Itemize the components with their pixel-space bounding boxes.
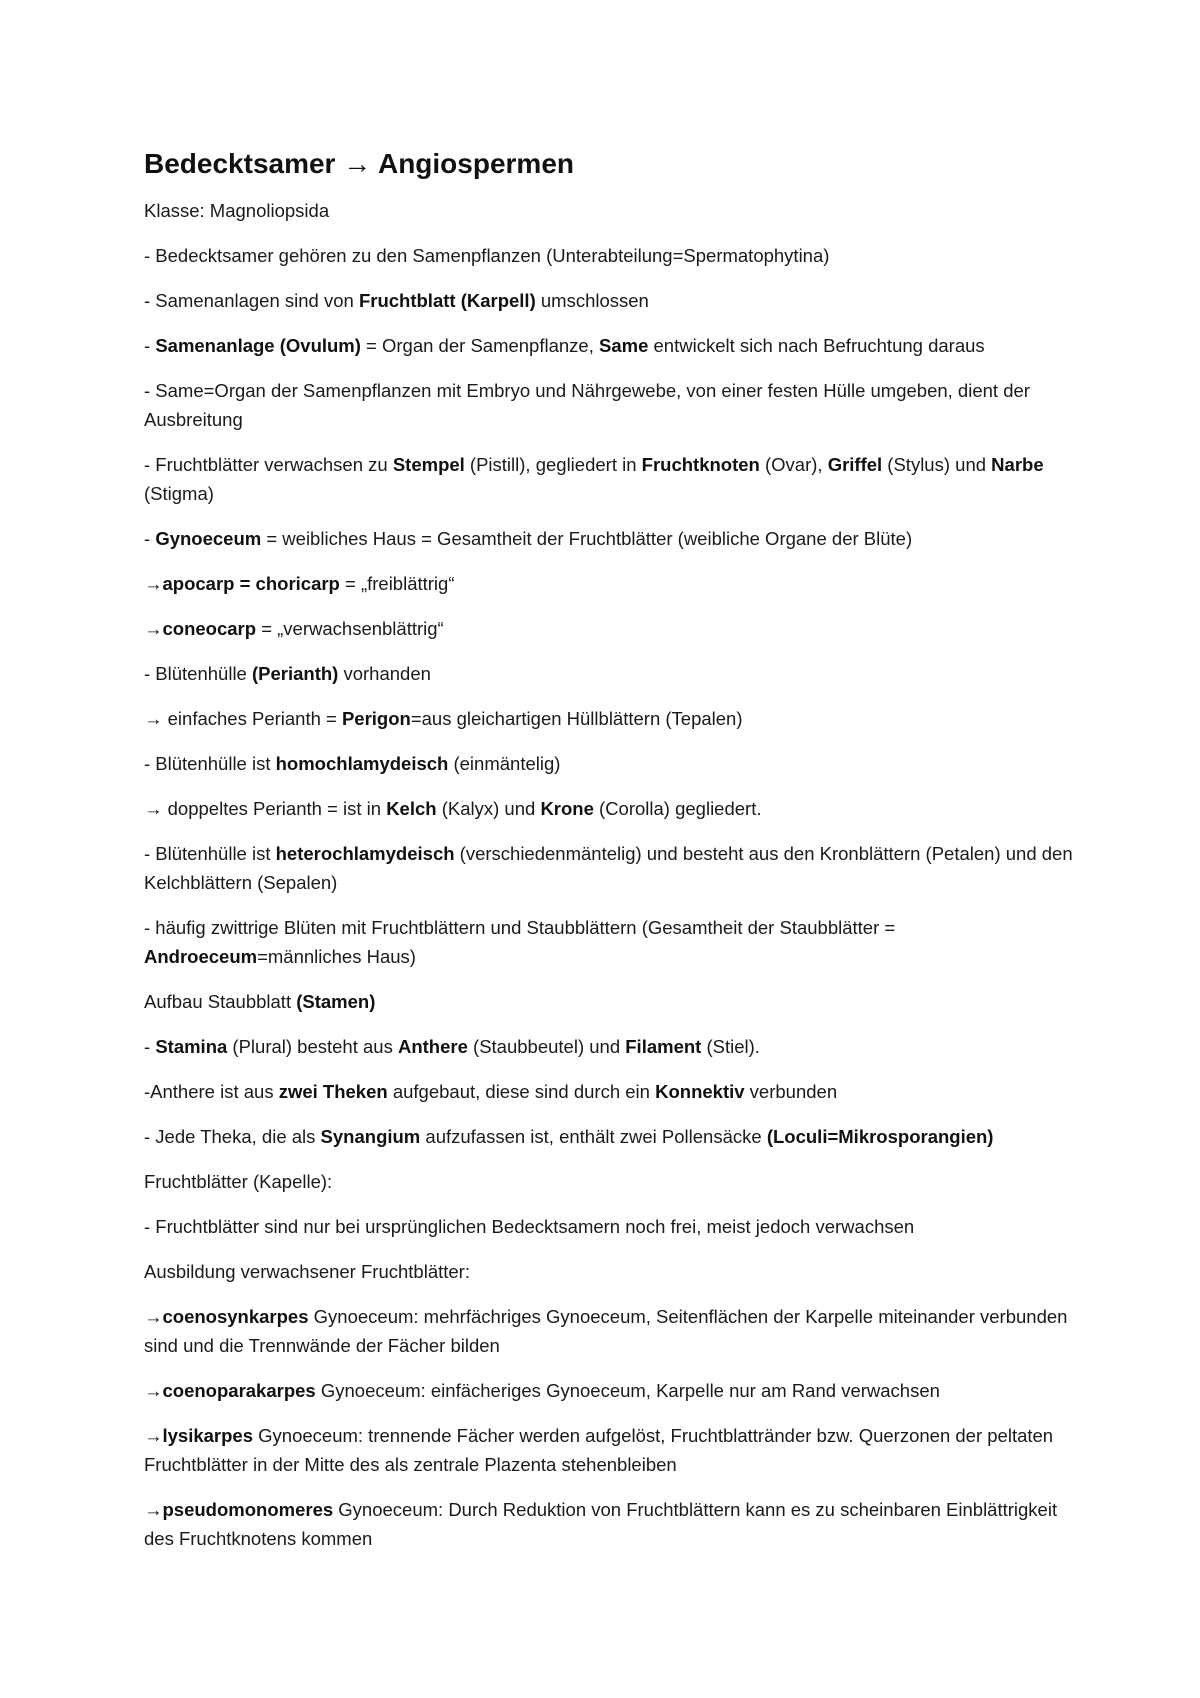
text-run: = Organ der Samenpflanze,: [360, 335, 599, 356]
paragraph: [144, 1122, 1074, 1151]
text-run: (Stigma): [144, 483, 214, 504]
paragraph: [144, 1421, 1074, 1479]
text-run: (Corolla) gegliedert.: [593, 798, 762, 819]
bold-term: (Perianth): [251, 663, 339, 684]
bold-term: (Stamen): [296, 991, 376, 1012]
bold-term: coneocarp: [162, 618, 257, 639]
bold-term: homochlamydeisch: [275, 753, 449, 774]
text-run: umschlossen: [535, 290, 649, 311]
paragraph: [144, 749, 1074, 778]
text-run: = „freiblättrig“: [339, 573, 455, 594]
paragraph: [144, 196, 1074, 225]
bold-term: Perigon: [341, 708, 411, 729]
text-run: = „verwachsenblättrig“: [256, 618, 444, 639]
paragraph: [144, 1212, 1074, 1241]
paragraph: [144, 1302, 1074, 1360]
text-run: = weibliches Haus = Gesamtheit der Fruchtblätter (weibliche Organe der Blüte): [261, 528, 913, 549]
text-run: (verschiedenmäntelig) und besteht aus den Kronblättern (Petalen) und den Kelchblättern (Sepalen): [144, 843, 1073, 893]
page-title: Bedecktsamer → Angiospermen: [144, 148, 574, 179]
text-run: (Pistill), gegliedert in: [464, 454, 642, 475]
bold-term: Kelch: [386, 798, 437, 819]
bold-term: Narbe: [991, 454, 1044, 475]
text-run: aufzufassen ist, enthält zwei Pollensäcke: [420, 1126, 767, 1147]
paragraph: [144, 1077, 1074, 1106]
text-run: =aus gleichartigen Hüllblättern (Tepalen): [410, 708, 743, 729]
paragraph: [144, 569, 1074, 598]
text-run: →: [144, 1499, 163, 1520]
bold-term: (Loculi=Mikrosporangien): [766, 1126, 994, 1147]
text-run: (Plural) besteht aus: [227, 1036, 398, 1057]
text-run: - Jede Theka, die als: [144, 1126, 321, 1147]
paragraph: [144, 839, 1074, 897]
text-run: →: [144, 573, 163, 594]
text-run: -: [144, 1036, 156, 1057]
bold-term: Krone: [540, 798, 594, 819]
paragraph: [144, 1376, 1074, 1405]
text-run: (Staubbeutel) und: [467, 1036, 626, 1057]
paragraph: [144, 659, 1074, 688]
text-run: Gynoeceum: mehrfächriges Gynoeceum, Seitenflächen der Karpelle miteinander verbunden sind und die Trennwände der Fächer bilden: [144, 1306, 1068, 1356]
text-run: Ausbildung verwachsener Fruchtblätter:: [144, 1261, 470, 1282]
text-run: Gynoeceum: Durch Reduktion von Fruchtblättern kann es zu scheinbaren Einblättrigkeit des Fruchtknotens kommen: [144, 1499, 1058, 1549]
paragraph: [144, 794, 1074, 823]
bold-term: Fruchtblatt (Karpell): [358, 290, 536, 311]
bold-term: Griffel: [827, 454, 883, 475]
text-run: (einmäntelig): [448, 753, 561, 774]
paragraph: [144, 286, 1074, 315]
text-run: (Ovar),: [759, 454, 828, 475]
text-run: - Blütenhülle: [144, 663, 252, 684]
text-run: - Blütenhülle ist: [144, 843, 276, 864]
bold-term: Filament: [625, 1036, 702, 1057]
paragraph: [144, 1257, 1074, 1286]
bold-term: heterochlamydeisch: [275, 843, 455, 864]
bold-term: Stempel: [392, 454, 465, 475]
paragraph: [144, 331, 1074, 360]
bold-term: Konnektiv: [655, 1081, 745, 1102]
paragraph-list: [144, 196, 1074, 1553]
bold-term: coenoparakarpes: [162, 1380, 316, 1401]
text-run: - Same=Organ der Samenpflanzen mit Embryo und Nährgewebe, von einer festen Hülle umgeben, dient der Ausbreitung: [144, 380, 1030, 430]
text-run: -Anthere ist aus: [144, 1081, 279, 1102]
document-body: [144, 144, 1074, 1569]
text-run: →: [144, 1380, 163, 1401]
text-run: - Fruchtblätter sind nur bei ursprünglichen Bedecktsamern noch frei, meist jedoch verwachsen: [144, 1216, 915, 1237]
bold-term: lysikarpes: [162, 1425, 254, 1446]
bold-term: Samenanlage (Ovulum): [155, 335, 361, 356]
paragraph: [144, 450, 1074, 508]
bold-term: coenosynkarpes: [162, 1306, 309, 1327]
text-run: (Stiel).: [701, 1036, 760, 1057]
bold-term: Fruchtknoten: [641, 454, 760, 475]
text-run: → einfaches Perianth =: [144, 708, 342, 729]
bold-term: zwei Theken: [278, 1081, 388, 1102]
paragraph: [144, 524, 1074, 553]
paragraph: [144, 376, 1074, 434]
bold-term: Androeceum: [144, 946, 258, 967]
bold-term: Stamina: [155, 1036, 228, 1057]
text-run: Gynoeceum: trennende Fächer werden aufgelöst, Fruchtblattränder bzw. Querzonen der peltaten Fruchtblätter in der Mitte des als zentrale Plazenta stehenbleiben: [144, 1425, 1054, 1475]
text-run: Klasse: Magnoliopsida: [144, 200, 330, 221]
text-run: - Bedecktsamer gehören zu den Samenpflanzen (Unterabteilung=Spermatophytina): [144, 245, 830, 266]
paragraph: [144, 1032, 1074, 1061]
bold-term: apocarp = choricarp: [162, 573, 340, 594]
text-run: - Blütenhülle ist: [144, 753, 276, 774]
text-run: → doppeltes Perianth = ist in: [144, 798, 387, 819]
text-run: →: [144, 1306, 163, 1327]
paragraph: [144, 704, 1074, 733]
text-run: (Kalyx) und: [436, 798, 541, 819]
bold-term: Anthere: [397, 1036, 468, 1057]
text-run: - Samenanlagen sind von: [144, 290, 359, 311]
paragraph: [144, 241, 1074, 270]
text-run: - häufig zwittrige Blüten mit Fruchtblättern und Staubblättern (Gesamtheit der Staubblätter =: [144, 917, 896, 938]
bold-term: Same: [599, 335, 649, 356]
paragraph: [144, 913, 1074, 971]
paragraph: [144, 1495, 1074, 1553]
text-run: (Stylus) und: [882, 454, 992, 475]
text-run: Gynoeceum: einfächeriges Gynoeceum, Karpelle nur am Rand verwachsen: [315, 1380, 940, 1401]
bold-term: Gynoeceum: [155, 528, 262, 549]
text-run: verbunden: [744, 1081, 838, 1102]
text-run: entwickelt sich nach Befruchtung daraus: [648, 335, 985, 356]
text-run: Fruchtblätter (Kapelle):: [144, 1171, 333, 1192]
paragraph: [144, 987, 1074, 1016]
bold-term: Synangium: [320, 1126, 421, 1147]
text-run: Aufbau Staubblatt: [144, 991, 297, 1012]
text-run: -: [144, 335, 156, 356]
paragraph: [144, 614, 1074, 643]
paragraph: [144, 1167, 1074, 1196]
text-run: - Fruchtblätter verwachsen zu: [144, 454, 393, 475]
text-run: =männliches Haus): [257, 946, 416, 967]
text-run: vorhanden: [338, 663, 431, 684]
text-run: aufgebaut, diese sind durch ein: [387, 1081, 656, 1102]
text-run: →: [144, 1425, 163, 1446]
text-run: -: [144, 528, 156, 549]
text-run: →: [144, 618, 163, 639]
bold-term: pseudomonomeres: [162, 1499, 334, 1520]
